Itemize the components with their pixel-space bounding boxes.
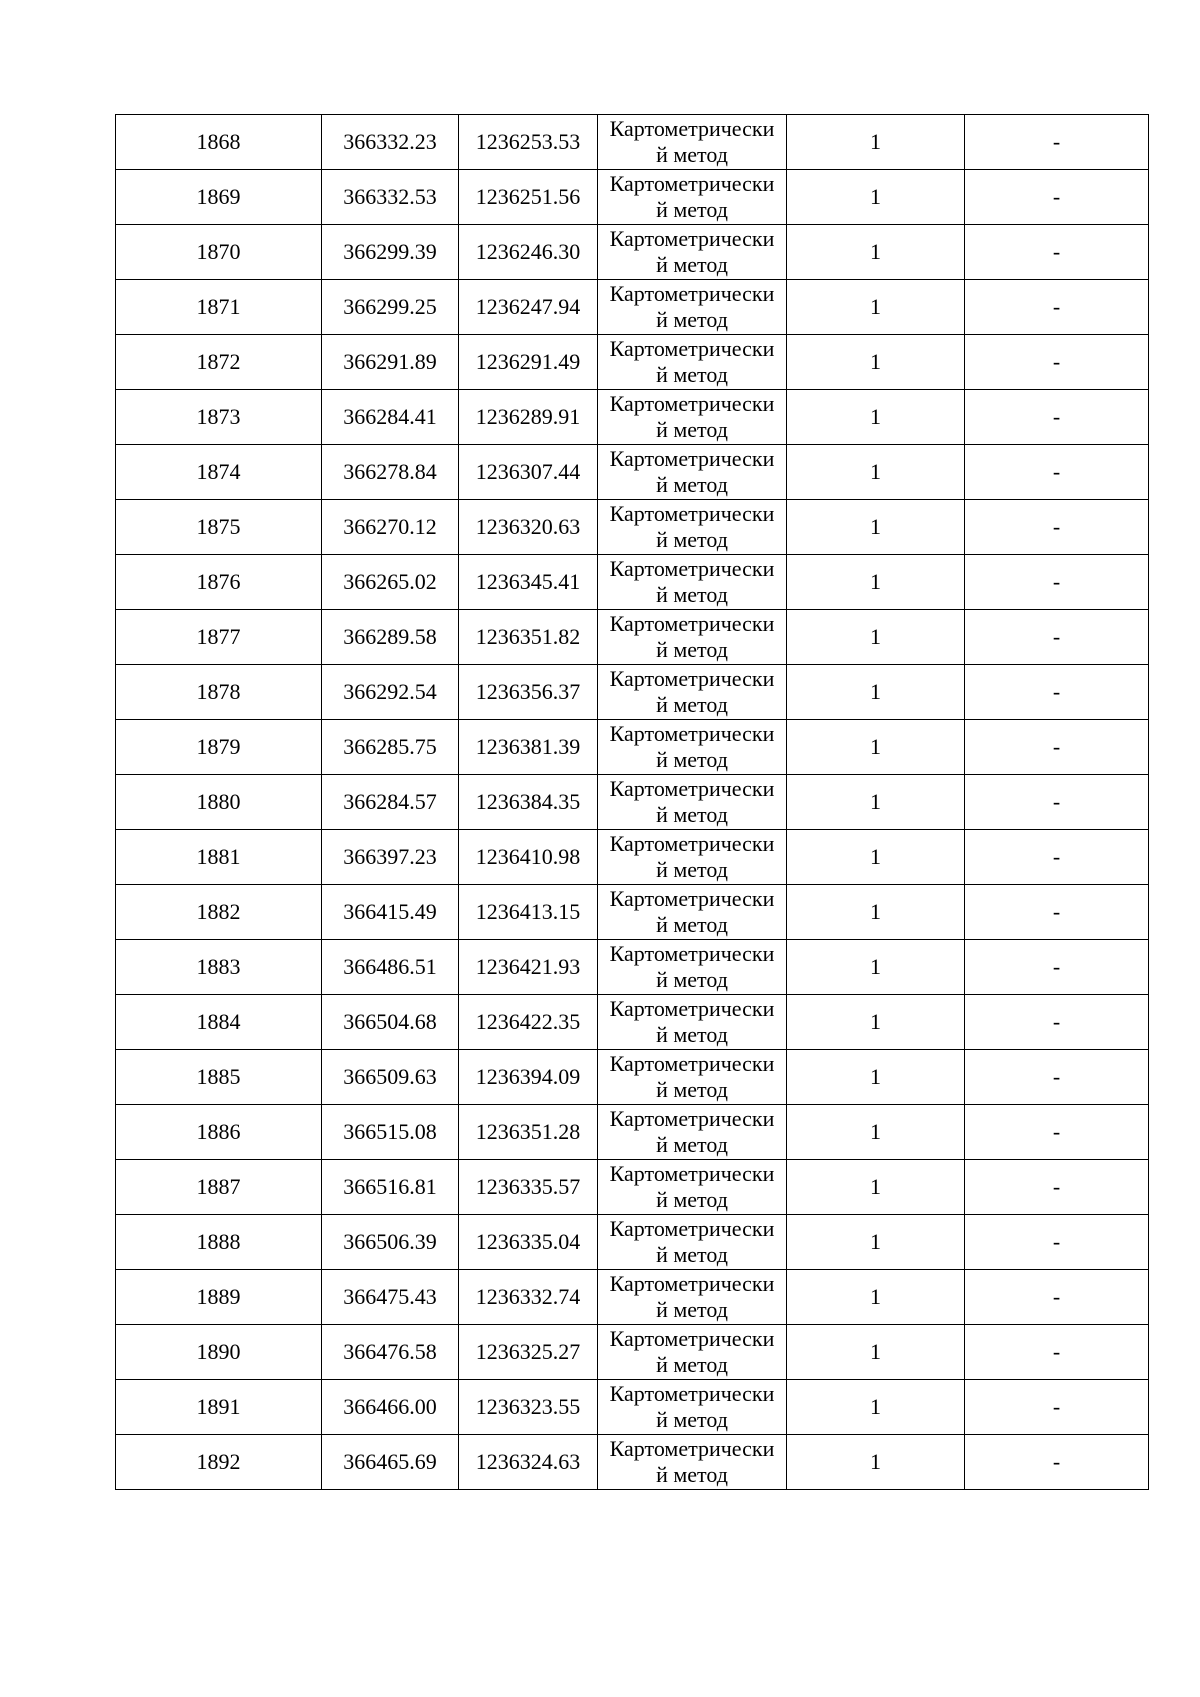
- method-text-line2: й метод: [656, 1022, 728, 1047]
- accuracy-cell: 1: [787, 500, 965, 555]
- point-number-cell: 1884: [116, 995, 322, 1050]
- accuracy-cell: 1: [787, 1215, 965, 1270]
- table-row: [116, 1160, 1149, 1215]
- method-cell: [598, 555, 787, 610]
- note-cell: -: [965, 390, 1149, 445]
- y-coordinate-cell: 1236291.49: [459, 335, 598, 390]
- table-row: [116, 500, 1149, 555]
- method-cell: [598, 940, 787, 995]
- y-coordinate-cell: 1236251.56: [459, 170, 598, 225]
- note-cell: -: [965, 1050, 1149, 1105]
- point-number-cell: 1875: [116, 500, 322, 555]
- y-coordinate-cell: 1236323.55: [459, 1380, 598, 1435]
- x-coordinate-cell: 366475.43: [322, 1270, 459, 1325]
- point-number-cell: 1889: [116, 1270, 322, 1325]
- point-number-cell: 1882: [116, 885, 322, 940]
- accuracy-cell: 1: [787, 1105, 965, 1160]
- point-number-cell: 1870: [116, 225, 322, 280]
- x-coordinate-cell: 366270.12: [322, 500, 459, 555]
- point-number-cell: 1869: [116, 170, 322, 225]
- note-cell: -: [965, 940, 1149, 995]
- note-cell: -: [965, 775, 1149, 830]
- point-number-cell: 1868: [116, 115, 322, 170]
- y-coordinate-cell: 1236335.57: [459, 1160, 598, 1215]
- table-row: [116, 830, 1149, 885]
- y-coordinate-cell: 1236253.53: [459, 115, 598, 170]
- method-cell: [598, 280, 787, 335]
- y-coordinate-cell: 1236394.09: [459, 1050, 598, 1105]
- note-cell: -: [965, 1215, 1149, 1270]
- y-coordinate-cell: 1236247.94: [459, 280, 598, 335]
- method-text-line2: й метод: [656, 1407, 728, 1432]
- method-text-line1: Картометрически: [609, 1216, 775, 1241]
- x-coordinate-cell: 366506.39: [322, 1215, 459, 1270]
- method-text-line2: й метод: [656, 1077, 728, 1102]
- method-text-line1: Картометрически: [609, 886, 775, 911]
- accuracy-cell: 1: [787, 225, 965, 280]
- x-coordinate-cell: 366278.84: [322, 445, 459, 500]
- y-coordinate-cell: 1236410.98: [459, 830, 598, 885]
- x-coordinate-cell: 366486.51: [322, 940, 459, 995]
- y-coordinate-cell: 1236335.04: [459, 1215, 598, 1270]
- note-cell: -: [965, 225, 1149, 280]
- method-cell: [598, 1325, 787, 1380]
- note-cell: -: [965, 500, 1149, 555]
- note-cell: -: [965, 1435, 1149, 1490]
- accuracy-cell: 1: [787, 775, 965, 830]
- y-coordinate-cell: 1236356.37: [459, 665, 598, 720]
- x-coordinate-cell: 366292.54: [322, 665, 459, 720]
- table-body: [116, 115, 1149, 1490]
- y-coordinate-cell: 1236345.41: [459, 555, 598, 610]
- method-text-line2: й метод: [656, 1132, 728, 1157]
- method-cell: [598, 1380, 787, 1435]
- method-cell: [598, 1050, 787, 1105]
- x-coordinate-cell: 366299.25: [322, 280, 459, 335]
- point-number-cell: 1872: [116, 335, 322, 390]
- note-cell: -: [965, 885, 1149, 940]
- point-number-cell: 1883: [116, 940, 322, 995]
- table-row: [116, 1380, 1149, 1435]
- method-cell: [598, 170, 787, 225]
- table-row: [116, 1325, 1149, 1380]
- note-cell: -: [965, 665, 1149, 720]
- method-text-line1: Картометрически: [609, 391, 775, 416]
- method-text-line1: Картометрически: [609, 116, 775, 141]
- note-cell: -: [965, 995, 1149, 1050]
- table-row: [116, 170, 1149, 225]
- point-number-cell: 1892: [116, 1435, 322, 1490]
- y-coordinate-cell: 1236351.28: [459, 1105, 598, 1160]
- method-cell: [598, 1105, 787, 1160]
- y-coordinate-cell: 1236289.91: [459, 390, 598, 445]
- method-cell: [598, 610, 787, 665]
- y-coordinate-cell: 1236246.30: [459, 225, 598, 280]
- method-cell: [598, 390, 787, 445]
- y-coordinate-cell: 1236422.35: [459, 995, 598, 1050]
- method-text-line1: Картометрически: [609, 171, 775, 196]
- table-row: [116, 665, 1149, 720]
- method-text-line2: й метод: [656, 747, 728, 772]
- method-text-line1: Картометрически: [609, 1271, 775, 1296]
- x-coordinate-cell: 366504.68: [322, 995, 459, 1050]
- method-cell: [598, 720, 787, 775]
- method-text-line1: Картометрически: [609, 446, 775, 471]
- table-row: [116, 1435, 1149, 1490]
- table-row: [116, 610, 1149, 665]
- method-cell: [598, 1270, 787, 1325]
- method-text-line2: й метод: [656, 362, 728, 387]
- y-coordinate-cell: 1236413.15: [459, 885, 598, 940]
- accuracy-cell: 1: [787, 1435, 965, 1490]
- note-cell: -: [965, 170, 1149, 225]
- point-number-cell: 1873: [116, 390, 322, 445]
- x-coordinate-cell: 366515.08: [322, 1105, 459, 1160]
- accuracy-cell: 1: [787, 1325, 965, 1380]
- accuracy-cell: 1: [787, 940, 965, 995]
- method-text-line1: Картометрически: [609, 831, 775, 856]
- x-coordinate-cell: 366516.81: [322, 1160, 459, 1215]
- note-cell: -: [965, 1380, 1149, 1435]
- y-coordinate-cell: 1236320.63: [459, 500, 598, 555]
- x-coordinate-cell: 366285.75: [322, 720, 459, 775]
- method-cell: [598, 1160, 787, 1215]
- method-text-line2: й метод: [656, 1352, 728, 1377]
- accuracy-cell: 1: [787, 995, 965, 1050]
- note-cell: -: [965, 830, 1149, 885]
- note-cell: -: [965, 555, 1149, 610]
- method-text-line2: й метод: [656, 692, 728, 717]
- method-text-line2: й метод: [656, 197, 728, 222]
- method-text-line1: Картометрически: [609, 1161, 775, 1186]
- note-cell: -: [965, 115, 1149, 170]
- table-row: [116, 720, 1149, 775]
- accuracy-cell: 1: [787, 1050, 965, 1105]
- y-coordinate-cell: 1236325.27: [459, 1325, 598, 1380]
- table-row: [116, 335, 1149, 390]
- note-cell: -: [965, 610, 1149, 665]
- method-text-line1: Картометрически: [609, 1051, 775, 1076]
- x-coordinate-cell: 366332.23: [322, 115, 459, 170]
- point-number-cell: 1886: [116, 1105, 322, 1160]
- note-cell: -: [965, 720, 1149, 775]
- point-number-cell: 1880: [116, 775, 322, 830]
- method-text-line1: Картометрически: [609, 1381, 775, 1406]
- table-row: [116, 280, 1149, 335]
- method-cell: [598, 500, 787, 555]
- accuracy-cell: 1: [787, 115, 965, 170]
- table-row: [116, 1270, 1149, 1325]
- point-number-cell: 1879: [116, 720, 322, 775]
- note-cell: -: [965, 1270, 1149, 1325]
- point-number-cell: 1874: [116, 445, 322, 500]
- table-row: [116, 555, 1149, 610]
- method-text-line2: й метод: [656, 857, 728, 882]
- accuracy-cell: 1: [787, 830, 965, 885]
- point-number-cell: 1878: [116, 665, 322, 720]
- accuracy-cell: 1: [787, 1270, 965, 1325]
- method-text-line1: Картометрически: [609, 611, 775, 636]
- y-coordinate-cell: 1236332.74: [459, 1270, 598, 1325]
- method-text-line2: й метод: [656, 142, 728, 167]
- accuracy-cell: 1: [787, 390, 965, 445]
- method-text-line1: Картометрически: [609, 776, 775, 801]
- method-text-line1: Картометрически: [609, 1106, 775, 1131]
- accuracy-cell: 1: [787, 720, 965, 775]
- method-cell: [598, 665, 787, 720]
- method-text-line2: й метод: [656, 307, 728, 332]
- table-row: [116, 1050, 1149, 1105]
- x-coordinate-cell: 366465.69: [322, 1435, 459, 1490]
- accuracy-cell: 1: [787, 555, 965, 610]
- table-row: [116, 775, 1149, 830]
- accuracy-cell: 1: [787, 280, 965, 335]
- table-row: [116, 390, 1149, 445]
- method-text-line1: Картометрически: [609, 336, 775, 361]
- method-text-line2: й метод: [656, 802, 728, 827]
- accuracy-cell: 1: [787, 665, 965, 720]
- x-coordinate-cell: 366265.02: [322, 555, 459, 610]
- method-text-line2: й метод: [656, 967, 728, 992]
- method-cell: [598, 225, 787, 280]
- method-text-line2: й метод: [656, 582, 728, 607]
- x-coordinate-cell: 366415.49: [322, 885, 459, 940]
- accuracy-cell: 1: [787, 170, 965, 225]
- point-number-cell: 1876: [116, 555, 322, 610]
- method-text-line2: й метод: [656, 417, 728, 442]
- y-coordinate-cell: 1236351.82: [459, 610, 598, 665]
- note-cell: -: [965, 445, 1149, 500]
- point-number-cell: 1885: [116, 1050, 322, 1105]
- method-cell: [598, 1215, 787, 1270]
- point-number-cell: 1877: [116, 610, 322, 665]
- method-text-line1: Картометрически: [609, 501, 775, 526]
- method-cell: [598, 830, 787, 885]
- method-text-line1: Картометрически: [609, 996, 775, 1021]
- accuracy-cell: 1: [787, 1380, 965, 1435]
- x-coordinate-cell: 366332.53: [322, 170, 459, 225]
- point-number-cell: 1888: [116, 1215, 322, 1270]
- note-cell: -: [965, 280, 1149, 335]
- y-coordinate-cell: 1236307.44: [459, 445, 598, 500]
- method-cell: [598, 995, 787, 1050]
- point-number-cell: 1890: [116, 1325, 322, 1380]
- accuracy-cell: 1: [787, 885, 965, 940]
- table-row: [116, 885, 1149, 940]
- method-text-line2: й метод: [656, 472, 728, 497]
- point-number-cell: 1887: [116, 1160, 322, 1215]
- method-text-line1: Картометрически: [609, 941, 775, 966]
- method-text-line2: й метод: [656, 252, 728, 277]
- y-coordinate-cell: 1236381.39: [459, 720, 598, 775]
- x-coordinate-cell: 366284.41: [322, 390, 459, 445]
- method-text-line1: Картометрически: [609, 721, 775, 746]
- method-text-line1: Картометрически: [609, 666, 775, 691]
- method-text-line2: й метод: [656, 1187, 728, 1212]
- method-text-line2: й метод: [656, 1462, 728, 1487]
- method-text-line1: Картометрически: [609, 1326, 775, 1351]
- method-text-line2: й метод: [656, 1242, 728, 1267]
- x-coordinate-cell: 366299.39: [322, 225, 459, 280]
- method-cell: [598, 775, 787, 830]
- point-number-cell: 1871: [116, 280, 322, 335]
- method-cell: [598, 115, 787, 170]
- note-cell: -: [965, 1160, 1149, 1215]
- accuracy-cell: 1: [787, 445, 965, 500]
- x-coordinate-cell: 366291.89: [322, 335, 459, 390]
- method-text-line1: Картометрически: [609, 556, 775, 581]
- method-text-line2: й метод: [656, 527, 728, 552]
- method-cell: [598, 335, 787, 390]
- x-coordinate-cell: 366289.58: [322, 610, 459, 665]
- method-text-line2: й метод: [656, 1297, 728, 1322]
- accuracy-cell: 1: [787, 1160, 965, 1215]
- x-coordinate-cell: 366466.00: [322, 1380, 459, 1435]
- coordinates-table: [115, 114, 1149, 1490]
- method-text-line1: Картометрически: [609, 281, 775, 306]
- accuracy-cell: 1: [787, 335, 965, 390]
- x-coordinate-cell: 366397.23: [322, 830, 459, 885]
- note-cell: -: [965, 1105, 1149, 1160]
- y-coordinate-cell: 1236324.63: [459, 1435, 598, 1490]
- y-coordinate-cell: 1236384.35: [459, 775, 598, 830]
- x-coordinate-cell: 366509.63: [322, 1050, 459, 1105]
- table-row: [116, 225, 1149, 280]
- method-text-line1: Картометрически: [609, 226, 775, 251]
- table-row: [116, 1105, 1149, 1160]
- x-coordinate-cell: 366284.57: [322, 775, 459, 830]
- table-row: [116, 940, 1149, 995]
- point-number-cell: 1891: [116, 1380, 322, 1435]
- method-cell: [598, 1435, 787, 1490]
- accuracy-cell: 1: [787, 610, 965, 665]
- note-cell: -: [965, 1325, 1149, 1380]
- table-row: [116, 1215, 1149, 1270]
- method-cell: [598, 445, 787, 500]
- point-number-cell: 1881: [116, 830, 322, 885]
- table-row: [116, 995, 1149, 1050]
- method-text-line1: Картометрически: [609, 1436, 775, 1461]
- x-coordinate-cell: 366476.58: [322, 1325, 459, 1380]
- method-text-line2: й метод: [656, 912, 728, 937]
- table-row: [116, 445, 1149, 500]
- method-text-line2: й метод: [656, 637, 728, 662]
- method-cell: [598, 885, 787, 940]
- note-cell: -: [965, 335, 1149, 390]
- table-row: [116, 115, 1149, 170]
- y-coordinate-cell: 1236421.93: [459, 940, 598, 995]
